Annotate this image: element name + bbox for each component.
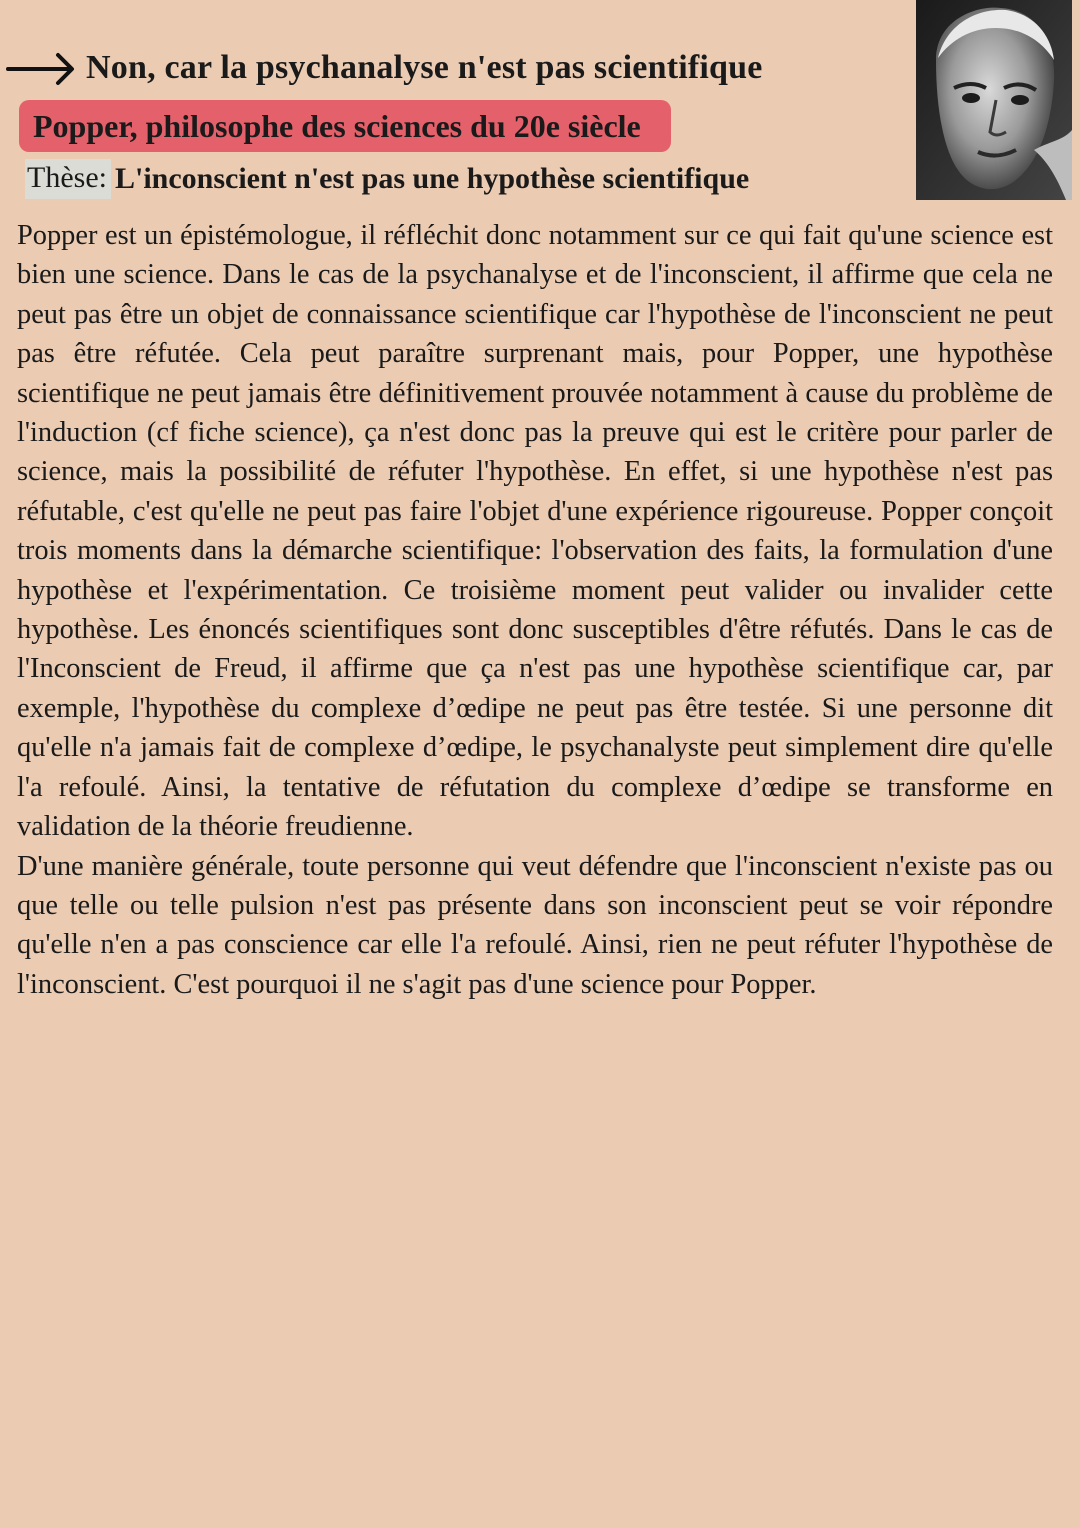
long-right-arrow-icon (6, 48, 78, 88)
thesis-statement: L'inconscient n'est pas une hypothèse scientifique (114, 162, 750, 195)
thesis-row (25, 159, 749, 199)
body-text (17, 216, 1053, 1004)
paragraph-2: D'une manière générale, toute personne qui veut défendre que l'inconscient n'existe pas ou que telle ou telle pulsion n'est pas présente dans son inconscient peut se voir répondre qu'elle n'en a pas conscience car elle l'a refoulé. Ainsi, rien ne peut réfuter l'hypothèse de l'inconscient. C'est pourquoi il ne s'agit pas d'une science pour Popper. (17, 850, 1053, 1000)
page-heading: Non, car la psychanalyse n'est pas scientifique (86, 49, 763, 86)
author-badge: Popper, philosophe des sciences du 20e siècle (19, 100, 671, 152)
thesis-tag: Thèse: (25, 159, 111, 199)
portrait-photo-icon (916, 0, 1072, 200)
paragraph-1: Popper est un épistémologue, il réfléchit donc notamment sur ce qui fait qu'une science est bien une science. Dans le cas de la psychanalyse et de l'inconscient, il affirme que cela ne peut pas être un objet de connaissance scientifique car l'hypothèse de l'inconscient ne peut pas être réfutée. Cela peut paraître surprenant mais, pour Popper, une hypothèse scientifique ne peut jamais être définitivement prouvée notamment à cause du problème de l'induction (cf fiche science), ça n'est donc pas la preuve qui est le critère pour parler de science, mais la possibilité de réfuter l'hypothèse. En effet, si une hypothèse n'est pas réfutable, c'est qu'elle ne peut pas faire l'objet d'une expérience rigoureuse. Popper conçoit trois moments dans la démarche scientifique: l'observation des faits, la formulation d'une hypothèse et l'expérimentation. Ce troisième moment peut valider ou invalider cette hypothèse. Les énoncés scientifiques sont donc susceptibles d'être réfutés. Dans le cas de l'Inconscient de Freud, il affirme que ça n'est pas une hypothèse scientifique car, par exemple, l'hypothèse du complexe d’œdipe ne peut pas être testée. Si une personne dit qu'elle n'a jamais fait de complexe d’œdipe, le psychanalyste peut simplement dire qu'elle l'a refoulé. Ainsi, la tentative de réfutation du complexe d’œdipe se transforme en validation de la théorie freudienne. (17, 220, 1053, 843)
heading-row (6, 48, 763, 88)
